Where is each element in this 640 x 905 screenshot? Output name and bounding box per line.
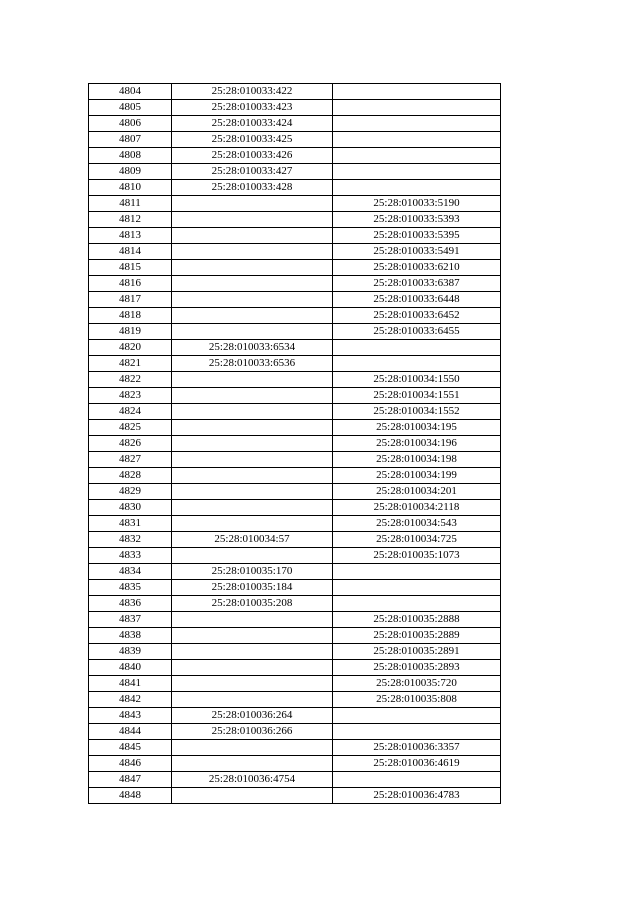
cadastral-number-cell-left (172, 244, 333, 260)
table-row (89, 452, 501, 468)
cadastral-number-cell-right (333, 772, 501, 788)
cadastral-number-cell-right: 25:28:010035:1073 (333, 548, 501, 564)
row-number-cell: 4829 (89, 484, 172, 500)
cadastral-number-cell-right: 25:28:010033:5395 (333, 228, 501, 244)
row-number-cell: 4804 (89, 84, 172, 100)
cadastral-number-cell-left: 25:28:010033:423 (172, 100, 333, 116)
cadastral-number-cell-right: 25:28:010034:1551 (333, 388, 501, 404)
row-number-cell: 4812 (89, 212, 172, 228)
cadastral-number-cell-left: 25:28:010033:6534 (172, 340, 333, 356)
table-row (89, 532, 501, 548)
row-number-cell: 4817 (89, 292, 172, 308)
table-row (89, 436, 501, 452)
table-row (89, 660, 501, 676)
cadastral-number-cell-left (172, 276, 333, 292)
table-row (89, 132, 501, 148)
cadastral-number-cell-right (333, 724, 501, 740)
cadastral-number-cell-left (172, 676, 333, 692)
row-number-cell: 4814 (89, 244, 172, 260)
cadastral-number-cell-left: 25:28:010035:208 (172, 596, 333, 612)
table-row (89, 164, 501, 180)
cadastral-number-cell-left: 25:28:010033:425 (172, 132, 333, 148)
cadastral-number-cell-right (333, 84, 501, 100)
row-number-cell: 4810 (89, 180, 172, 196)
cadastral-number-cell-left (172, 388, 333, 404)
cadastral-number-cell-left (172, 548, 333, 564)
cadastral-number-cell-left: 25:28:010035:170 (172, 564, 333, 580)
row-number-cell: 4836 (89, 596, 172, 612)
row-number-cell: 4821 (89, 356, 172, 372)
cadastral-number-cell-right: 25:28:010034:198 (333, 452, 501, 468)
cadastral-number-cell-left: 25:28:010036:264 (172, 708, 333, 724)
cadastral-number-cell-left (172, 420, 333, 436)
table-body (89, 84, 501, 804)
table-row (89, 292, 501, 308)
row-number-cell: 4845 (89, 740, 172, 756)
cadastral-number-cell-right (333, 148, 501, 164)
cadastral-number-cell-right: 25:28:010035:2893 (333, 660, 501, 676)
table-row (89, 260, 501, 276)
cadastral-number-cell-left: 25:28:010035:184 (172, 580, 333, 596)
row-number-cell: 4848 (89, 788, 172, 804)
row-number-cell: 4828 (89, 468, 172, 484)
cadastral-number-cell-right: 25:28:010033:6455 (333, 324, 501, 340)
cadastral-number-cell-right: 25:28:010034:725 (333, 532, 501, 548)
table-row (89, 500, 501, 516)
cadastral-number-cell-right (333, 164, 501, 180)
cadastral-number-cell-right (333, 116, 501, 132)
row-number-cell: 4819 (89, 324, 172, 340)
cadastral-number-cell-left (172, 628, 333, 644)
table-row (89, 756, 501, 772)
cadastral-number-cell-left (172, 692, 333, 708)
table-row (89, 692, 501, 708)
cadastral-number-cell-left (172, 404, 333, 420)
row-number-cell: 4847 (89, 772, 172, 788)
cadastral-number-cell-right: 25:28:010033:6448 (333, 292, 501, 308)
cadastral-number-cell-right: 25:28:010034:1550 (333, 372, 501, 388)
row-number-cell: 4818 (89, 308, 172, 324)
table-row (89, 612, 501, 628)
cadastral-number-cell-right: 25:28:010034:2118 (333, 500, 501, 516)
row-number-cell: 4805 (89, 100, 172, 116)
cadastral-number-cell-right (333, 356, 501, 372)
table-row (89, 628, 501, 644)
cadastral-number-cell-right: 25:28:010034:199 (333, 468, 501, 484)
cadastral-number-cell-left (172, 516, 333, 532)
cadastral-number-cell-left (172, 484, 333, 500)
table-row (89, 676, 501, 692)
table-row (89, 740, 501, 756)
cadastral-number-cell-right: 25:28:010033:5491 (333, 244, 501, 260)
cadastral-number-cell-left (172, 372, 333, 388)
table-row (89, 84, 501, 100)
row-number-cell: 4816 (89, 276, 172, 292)
table-row (89, 100, 501, 116)
cadastral-number-cell-right: 25:28:010033:5393 (333, 212, 501, 228)
cadastral-number-cell-left: 25:28:010033:427 (172, 164, 333, 180)
cadastral-number-cell-left (172, 756, 333, 772)
cadastral-number-cell-right (333, 180, 501, 196)
table-row (89, 468, 501, 484)
cadastral-number-cell-left: 25:28:010033:422 (172, 84, 333, 100)
cadastral-number-cell-right: 25:28:010033:6210 (333, 260, 501, 276)
table-row (89, 180, 501, 196)
cadastral-number-cell-right: 25:28:010034:196 (333, 436, 501, 452)
row-number-cell: 4823 (89, 388, 172, 404)
table-row (89, 644, 501, 660)
row-number-cell: 4826 (89, 436, 172, 452)
row-number-cell: 4815 (89, 260, 172, 276)
cadastral-number-cell-left: 25:28:010036:4754 (172, 772, 333, 788)
table-row (89, 516, 501, 532)
cadastral-number-cell-left (172, 644, 333, 660)
row-number-cell: 4843 (89, 708, 172, 724)
cadastral-number-cell-left (172, 228, 333, 244)
row-number-cell: 4830 (89, 500, 172, 516)
table-row (89, 404, 501, 420)
cadastral-number-cell-right (333, 580, 501, 596)
table-row (89, 372, 501, 388)
cadastral-number-cell-right (333, 596, 501, 612)
row-number-cell: 4808 (89, 148, 172, 164)
table-row (89, 308, 501, 324)
row-number-cell: 4844 (89, 724, 172, 740)
cadastral-number-cell-left: 25:28:010034:57 (172, 532, 333, 548)
cadastral-number-cell-right (333, 564, 501, 580)
cadastral-number-cell-right: 25:28:010035:2891 (333, 644, 501, 660)
cadastral-number-cell-left (172, 500, 333, 516)
cadastral-number-cell-right: 25:28:010033:6452 (333, 308, 501, 324)
cadastral-number-cell-left (172, 212, 333, 228)
cadastral-number-cell-right (333, 100, 501, 116)
table-row (89, 340, 501, 356)
row-number-cell: 4822 (89, 372, 172, 388)
cadastral-number-cell-right: 25:28:010035:2889 (333, 628, 501, 644)
table-row (89, 276, 501, 292)
cadastral-number-cell-right (333, 708, 501, 724)
table-row (89, 548, 501, 564)
row-number-cell: 4809 (89, 164, 172, 180)
row-number-cell: 4842 (89, 692, 172, 708)
cadastral-number-cell-left (172, 468, 333, 484)
cadastral-numbers-table (88, 83, 501, 804)
row-number-cell: 4825 (89, 420, 172, 436)
row-number-cell: 4807 (89, 132, 172, 148)
row-number-cell: 4834 (89, 564, 172, 580)
row-number-cell: 4846 (89, 756, 172, 772)
cadastral-number-cell-right (333, 340, 501, 356)
cadastral-number-cell-left (172, 260, 333, 276)
cadastral-number-cell-left: 25:28:010033:424 (172, 116, 333, 132)
table-row (89, 196, 501, 212)
cadastral-number-cell-left (172, 740, 333, 756)
table-row (89, 388, 501, 404)
row-number-cell: 4827 (89, 452, 172, 468)
cadastral-number-cell-right: 25:28:010033:5190 (333, 196, 501, 212)
row-number-cell: 4832 (89, 532, 172, 548)
cadastral-number-cell-right: 25:28:010033:6387 (333, 276, 501, 292)
table-row (89, 228, 501, 244)
cadastral-number-cell-right: 25:28:010034:195 (333, 420, 501, 436)
table-row (89, 324, 501, 340)
table-row (89, 356, 501, 372)
cadastral-number-cell-right: 25:28:010036:4783 (333, 788, 501, 804)
table-row (89, 708, 501, 724)
cadastral-number-cell-left (172, 788, 333, 804)
table-row (89, 564, 501, 580)
cadastral-number-cell-left: 25:28:010033:426 (172, 148, 333, 164)
cadastral-number-cell-right: 25:28:010035:808 (333, 692, 501, 708)
table-row (89, 788, 501, 804)
cadastral-number-cell-left (172, 324, 333, 340)
row-number-cell: 4838 (89, 628, 172, 644)
table-row (89, 212, 501, 228)
row-number-cell: 4833 (89, 548, 172, 564)
cadastral-number-cell-left: 25:28:010033:428 (172, 180, 333, 196)
cadastral-number-cell-right: 25:28:010035:720 (333, 676, 501, 692)
table-row (89, 420, 501, 436)
cadastral-number-cell-left: 25:28:010033:6536 (172, 356, 333, 372)
row-number-cell: 4820 (89, 340, 172, 356)
row-number-cell: 4813 (89, 228, 172, 244)
cadastral-number-cell-left (172, 196, 333, 212)
cadastral-number-cell-right: 25:28:010035:2888 (333, 612, 501, 628)
row-number-cell: 4839 (89, 644, 172, 660)
row-number-cell: 4835 (89, 580, 172, 596)
row-number-cell: 4824 (89, 404, 172, 420)
cadastral-number-cell-right: 25:28:010034:1552 (333, 404, 501, 420)
cadastral-number-cell-right: 25:28:010034:543 (333, 516, 501, 532)
row-number-cell: 4837 (89, 612, 172, 628)
table-row (89, 596, 501, 612)
cadastral-number-cell-left (172, 436, 333, 452)
cadastral-number-cell-right: 25:28:010036:4619 (333, 756, 501, 772)
cadastral-number-cell-left: 25:28:010036:266 (172, 724, 333, 740)
cadastral-number-cell-left (172, 660, 333, 676)
row-number-cell: 4840 (89, 660, 172, 676)
row-number-cell: 4811 (89, 196, 172, 212)
table-row (89, 580, 501, 596)
row-number-cell: 4841 (89, 676, 172, 692)
cadastral-number-cell-left (172, 292, 333, 308)
cadastral-number-cell-right: 25:28:010034:201 (333, 484, 501, 500)
cadastral-number-cell-left (172, 308, 333, 324)
cadastral-number-cell-left (172, 612, 333, 628)
cadastral-number-cell-left (172, 452, 333, 468)
table-row (89, 244, 501, 260)
row-number-cell: 4806 (89, 116, 172, 132)
table-row (89, 724, 501, 740)
cadastral-number-cell-right: 25:28:010036:3357 (333, 740, 501, 756)
table-row (89, 484, 501, 500)
cadastral-number-cell-right (333, 132, 501, 148)
row-number-cell: 4831 (89, 516, 172, 532)
table-row (89, 116, 501, 132)
table-row (89, 148, 501, 164)
table-row (89, 772, 501, 788)
